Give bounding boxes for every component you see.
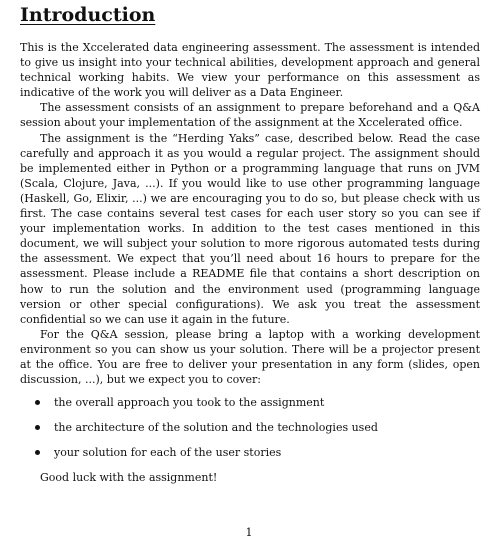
paragraph-intro: This is the Xccelerated data engineering assessment. The assessment is intended to give us insight into your technical abilities, development approach and general technical working habits. We view your performance on this assessment as indicative of the work you will deliver as a Data Engineer. [20,41,480,100]
list-item-text: your solution for each of the user stories [54,446,282,460]
list-item [20,395,480,410]
coverage-list [20,395,480,460]
list-item-text: the architecture of the solution and the technologies used [54,421,378,435]
paragraph-assignment-details: The assignment is the “Herding Yaks” case, described below. Read the case carefully and approach it as you would a regular project. The assignment should be implemented either in Python or a programming language that runs on JVM (Scala, Clojure, Java, ...). If you would like to use other programming language (Haskell, Go, Elixir, ...) we are encouraging you to do so, but please check with us first. The case contains several test cases for each user story so you can see if your implementation works. In addition to the test cases mentioned in this document, we will subject your solution to more rigorous automated tests during the assessment. We expect that you’ll need about 16 hours to prepare for the assessment. Please include a README file that contains a short description on how to run the solution and the environment used (programming language version or other special configurations). We ask you treat the assessment confidential so we can use it again in the future. [20,131,480,326]
list-item [20,420,480,435]
document-page [20,4,480,485]
bullet-icon [35,425,40,430]
list-item-text: the overall approach you took to the assignment [54,396,325,410]
paragraph-assessment-structure: The assessment consists of an assignment to prepare beforehand and a Q&A session about your implementation of the assignment at the Xccelerated office. [20,101,480,130]
paragraph-qa-session: For the Q&A session, please bring a laptop with a working development environment so you can show us your solution. There will be a projector present at the office. You are free to deliver your presentation in any form (slides, open discussion, ...), but we expect you to cover: [20,327,480,387]
bullet-icon [35,450,40,455]
section-title: Introduction [20,4,156,26]
body-text [20,40,480,485]
closing-line: Good luck with the assignment! [40,471,218,485]
bullet-icon [35,400,40,405]
list-item [20,445,480,460]
page-number: 1 [245,526,253,539]
